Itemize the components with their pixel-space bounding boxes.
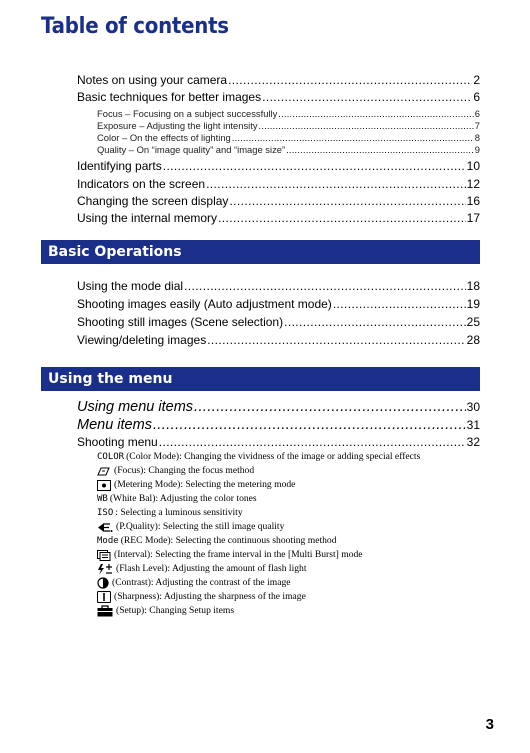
menu-item-metering[interactable]: (Metering Mode): Selecting the metering mode	[97, 478, 295, 492]
toc-entry-shooting-menu[interactable]: Shooting menu ..... 32	[77, 434, 480, 450]
toc-entry-basic-techniques[interactable]: Basic techniques for better images ..... 6	[77, 89, 480, 105]
toc-entry-auto-adjustment[interactable]: Shooting images easily (Auto adjustment mode) ..... 19	[77, 296, 480, 312]
toc-entry-indicators[interactable]: Indicators on the screen ..... 12	[77, 176, 480, 192]
toc-entry-screen-display[interactable]: Changing the screen display ..... 16	[77, 193, 480, 209]
menu-item-picture-quality[interactable]: (P.Quality): Selecting the still image quality	[97, 520, 284, 534]
toc-subentry-color[interactable]: Color – On the effects of lighting ..... 8	[97, 131, 480, 144]
menu-item-color-mode[interactable]: COLOR (Color Mode): Changing the vividness of the image or adding special effects	[97, 451, 421, 462]
color-mode-icon: COLOR	[97, 452, 125, 462]
toc-entry-mode-dial[interactable]: Using the mode dial ..... 18	[77, 278, 480, 294]
menu-item-sharpness[interactable]: (Sharpness): Adjusting the sharpness of the image	[97, 590, 306, 604]
rec-mode-icon: Mode	[97, 536, 119, 546]
toc-entry-viewing-deleting[interactable]: Viewing/deleting images ..... 28	[77, 332, 480, 348]
toc-entry-identifying-parts[interactable]: Identifying parts ..... 10	[77, 158, 480, 174]
toc-subentry-quality[interactable]: Quality – On “image quality” and “image size” ..... 9	[97, 143, 480, 156]
page-number: 3	[485, 716, 494, 733]
menu-item-interval[interactable]: (Interval): Selecting the frame interval in the [Multi Burst] mode	[97, 548, 363, 562]
toc-subentry-focus[interactable]: Focus – Focusing on a subject successfully ..... 6	[97, 107, 480, 120]
page-title: Table of contents	[41, 14, 229, 39]
section-header-basic-operations: Basic Operations	[41, 240, 480, 264]
toc-entry-scene-selection[interactable]: Shooting still images (Scene selection) ..... 25	[77, 314, 480, 330]
contrast-icon	[97, 577, 109, 589]
white-balance-icon: WB	[97, 494, 108, 504]
iso-icon: ISO	[97, 508, 114, 518]
toc-subentry-exposure[interactable]: Exposure – Adjusting the light intensity ..... 7	[97, 119, 480, 132]
toc-entry-internal-memory[interactable]: Using the internal memory ..... 17	[77, 210, 480, 226]
toc-entry-notes[interactable]: Notes on using your camera ..... 2	[77, 72, 480, 88]
menu-item-contrast[interactable]: (Contrast): Adjusting the contrast of the image	[97, 576, 291, 590]
sharpness-icon	[97, 591, 111, 603]
interval-icon	[97, 550, 111, 561]
flash-level-icon	[97, 564, 113, 575]
section-header-using-the-menu: Using the menu	[41, 367, 480, 391]
setup-icon	[97, 605, 113, 617]
menu-item-setup[interactable]: (Setup): Changing Setup items	[97, 604, 234, 618]
menu-item-flash-level[interactable]: (Flash Level): Adjusting the amount of flash light	[97, 562, 307, 576]
toc-entry-using-menu-items[interactable]: Using menu items ..... 30	[77, 398, 480, 416]
toc-entry-menu-items[interactable]: Menu items ..... 31	[77, 416, 480, 434]
menu-item-white-balance[interactable]: WB (White Bal): Adjusting the color tones	[97, 493, 257, 504]
menu-item-iso[interactable]: ISO : Selecting a luminous sensitivity	[97, 507, 243, 518]
focus-icon	[97, 466, 111, 477]
menu-item-focus[interactable]: (Focus): Changing the focus method	[97, 464, 254, 478]
quality-icon	[97, 522, 113, 533]
menu-item-rec-mode[interactable]: Mode (REC Mode): Selecting the continuous shooting method	[97, 535, 337, 546]
metering-icon	[97, 480, 111, 491]
